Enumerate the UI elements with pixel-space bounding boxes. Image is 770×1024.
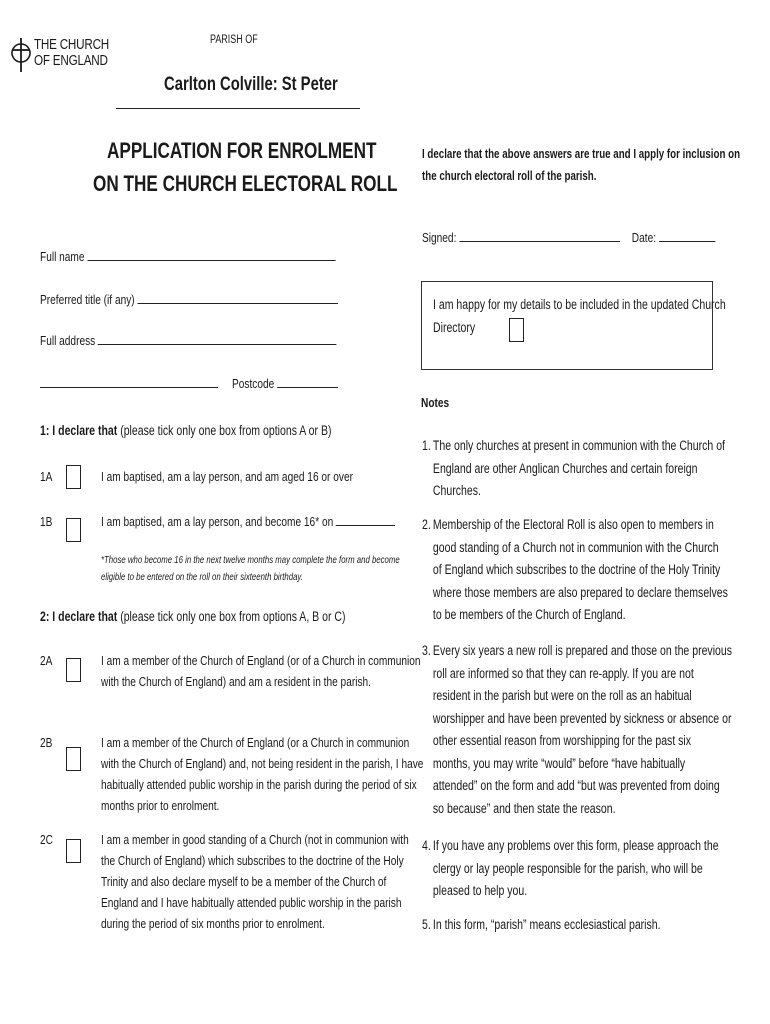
note-line: Membership of the Electoral Roll is also open to members in [432,517,714,532]
address-line-2[interactable] [40,387,218,388]
option-2c-line: Trinity and also declare myself to be a member of the Church of [101,874,387,889]
option-2a-text [101,650,421,692]
footnote-line-2: eligible to be entered on the roll on their sixteenth birthday. [101,572,303,583]
directory-line-2: Directory [433,320,476,335]
note-line: If you have any problems over this form, please approach the [432,838,719,853]
option-1b-field[interactable] [101,511,395,532]
cross-in-circle-icon [10,36,32,72]
section2-heading-bold: 2: I declare that [40,609,118,624]
parish-underline [116,108,360,109]
option-2c-line: during the period of six months prior to enrolment. [101,916,325,931]
note-line: clergy or lay people responsible for the parish, who will be [432,860,703,876]
option-2a-checkbox[interactable] [66,658,81,682]
option-2b-text [101,732,423,816]
note-number: 3. [422,643,431,658]
notes-heading: Notes [421,395,450,410]
preferred-title-field[interactable] [40,289,338,310]
title-line-1: APPLICATION FOR ENROLMENT [107,138,377,163]
option-2b-checkbox[interactable] [66,747,81,771]
church-logo [10,34,110,74]
parish-name: Carlton Colville: St Peter [164,74,338,95]
declaration-line-1: I declare that the above answers are true and I apply for inclusion on [422,147,741,161]
note-line: The only churches at present in communion with the Church of [432,438,725,453]
option-1b-checkbox[interactable] [66,518,81,542]
option-2b-line: habitually attended public worship in the parish during the period of six [101,777,417,792]
note-number: 5. [422,917,431,932]
logo-line-2: OF ENGLAND [34,52,108,69]
option-2b-line: I am a member of the Church of England (or a Church in communion [101,735,410,750]
preferred-title-label: Preferred title (if any) [40,292,135,307]
footnote-line-1: *Those who become 16 in the next twelve months may complete the form and become [101,555,400,566]
note-line: months, you may write “would” before “have habitually [432,755,686,771]
option-2b-line: months prior to enrolment. [101,798,220,813]
option-2c-line: I am a member in good standing of a Church (not in communion with [101,832,409,847]
section2-heading-rest: (please tick only one box from options A, B or C) [120,609,346,624]
note-item-4 [422,835,719,903]
note-line: attended” on the form and add “but was prevented from doing [432,778,720,793]
note-number: 4. [422,838,431,853]
full-name-field[interactable] [40,246,335,267]
section2-heading [40,609,346,624]
option-2b-line: with the Church of England) and, not being resident in the parish, I have [101,756,424,771]
full-name-label: Full name [40,249,85,264]
note-line: roll are informed so that they can re-apply. If you are not [432,665,694,681]
note-item-1 [422,435,725,503]
note-number: 1. [422,438,431,453]
note-line: good standing of a Church not in communion with the Church [432,539,719,555]
postcode-field[interactable] [232,373,338,394]
option-2c-text [101,829,409,934]
logo-line-1: THE CHURCH [34,36,110,53]
full-address-label: Full address [40,333,96,348]
title-line-2: ON THE CHURCH ELECTORAL ROLL [93,171,398,196]
note-item-2 [422,514,728,627]
preferred-title-line[interactable] [138,291,338,304]
note-line: to be members of the Church of England. [432,607,626,622]
postcode-line[interactable] [277,375,338,388]
option-2a-code: 2A [40,653,53,668]
option-2c-line: the Church of England) which subscribes to the doctrine of the Holy [101,853,404,868]
declaration-line-2: the church electoral roll of the parish. [422,169,597,183]
sixteenth-birthday-line[interactable] [336,513,395,526]
postcode-label: Postcode [232,376,275,391]
note-line: so because” and then state the reason. [432,800,616,816]
note-line: pleased to help you. [432,883,528,898]
option-2c-checkbox[interactable] [66,839,81,863]
parish-of-label: PARISH OF [210,34,258,46]
section1-heading-rest: (please tick only one box from options A or B) [120,423,332,438]
section1-heading [40,423,331,438]
option-2c-code: 2C [40,832,53,847]
option-1a-checkbox[interactable] [66,465,81,489]
signature-line[interactable] [459,229,620,242]
note-line: England are other Anglican Churches and certain foreign [432,460,698,476]
option-1b-text: I am baptised, am a lay person, and become 16* on [101,514,334,529]
note-line: Churches. [432,483,481,498]
option-2b-code: 2B [40,735,53,750]
option-1a-code: 1A [40,469,53,484]
note-line: In this form, “parish” means ecclesiastical parish. [432,917,661,932]
note-line: where those members are also prepared to declare themselves [432,584,728,600]
directory-consent-checkbox[interactable] [509,318,524,342]
note-line: resident in the parish but were on the roll as an habitual [432,688,692,703]
note-line: Every six years a new roll is prepared and those on the previous [432,643,733,658]
date-line[interactable] [659,229,715,242]
note-line: of England which subscribes to the doctrine of the Holy Trinity [432,562,721,577]
note-line: worshipper and have been prevented by sickness or absence or [432,710,732,726]
note-item-5 [422,914,661,937]
note-item-3 [422,640,732,820]
signature-row[interactable] [422,227,715,248]
signed-label: Signed: [422,230,457,245]
option-1b-code: 1B [40,514,53,529]
option-2c-line: England and I have habitually attended public worship in the parish [101,895,402,910]
directory-line-1: I am happy for my details to be included in the updated Church [433,297,726,312]
full-name-line[interactable] [87,248,335,261]
section1-heading-bold: 1: I declare that [40,423,118,438]
full-address-field[interactable] [40,330,337,351]
option-2a-line: I am a member of the Church of England (or of a Church in communion [101,653,421,668]
directory-consent-text [433,293,726,339]
note-number: 2. [422,517,431,532]
declaration-text [422,143,740,187]
note-line: other essential reason from worshipping for the past six [432,733,692,748]
option-1a-text: I am baptised, am a lay person, and am aged 16 or over [101,469,353,484]
full-address-line[interactable] [98,332,337,345]
date-label: Date: [631,230,657,245]
option-2a-line: with the Church of England) and am a resident in the parish. [101,674,372,689]
